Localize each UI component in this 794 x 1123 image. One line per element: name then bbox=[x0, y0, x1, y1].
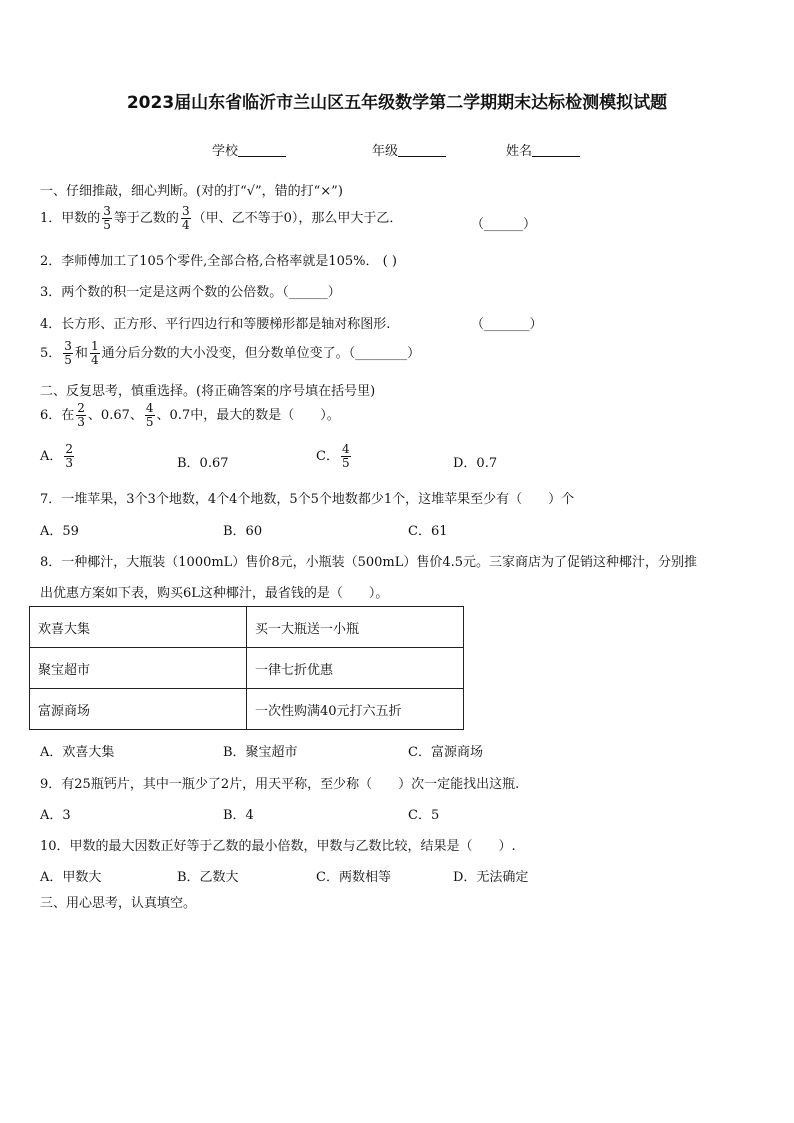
fraction: $\frac{2}{3}$ bbox=[77, 401, 85, 429]
q6-option-a[interactable]: A． $\frac{2}{3}$ bbox=[40, 442, 74, 470]
question-4: 4．长方形、正方形、平行四边行和等腰梯形都是轴对称图形. bbox=[40, 317, 391, 332]
question-2: 2．李师傅加工了105个零件,全部合格,合格率就是105%． ( ) bbox=[40, 254, 397, 269]
name-field[interactable]: 姓名 bbox=[506, 140, 580, 159]
q8-option-a[interactable]: A．欢喜大集 bbox=[40, 745, 115, 760]
fraction: $\frac{4}{5}$ bbox=[145, 401, 154, 429]
question-1-answer-blank[interactable]: （______） bbox=[471, 217, 537, 232]
q7-option-c[interactable]: C．61 bbox=[408, 524, 448, 539]
question-8-line-1: 8．一种椰汁，大瓶装（1000mL）售价8元，小瓶装（500mL）售价4.5元。三家商店为了促销这种椰汁，分别推 bbox=[40, 555, 698, 570]
q7-option-a[interactable]: A．59 bbox=[40, 524, 79, 539]
question-10: 10．甲数的最大因数正好等于乙数的最小倍数，甲数与乙数比较，结果是（ ）. bbox=[40, 839, 516, 854]
q9-option-b[interactable]: B．4 bbox=[223, 808, 254, 823]
grade-field[interactable]: 年级 bbox=[372, 140, 446, 159]
q10-option-d[interactable]: D．无法确定 bbox=[453, 870, 529, 885]
q10-option-b[interactable]: B．乙数大 bbox=[177, 870, 239, 885]
section-2-heading: 二、反复思考，慎重选择。(将正确答案的序号填在括号里) bbox=[40, 384, 376, 399]
table-row bbox=[30, 689, 464, 730]
q7-option-b[interactable]: B．60 bbox=[223, 524, 263, 539]
question-3: 3．两个数的积一定是这两个数的公倍数。（______） bbox=[40, 285, 341, 300]
offer-cell: 一次性购满40元打六五折 bbox=[247, 689, 464, 730]
q6-option-b[interactable]: B．0.67 bbox=[177, 456, 229, 471]
q9-option-c[interactable]: C．5 bbox=[408, 808, 440, 823]
store-cell: 欢喜大集 bbox=[30, 607, 247, 648]
fraction: $\frac{4}{5}$ bbox=[341, 442, 350, 470]
fraction: $\frac{1}{4}$ bbox=[90, 339, 99, 367]
question-8-line-2: 出优惠方案如下表，购买6L这种椰汁，最省钱的是（ ）。 bbox=[40, 586, 389, 601]
fraction: $\frac{3}{5}$ bbox=[103, 204, 111, 232]
fraction: $\frac{2}{3}$ bbox=[65, 442, 74, 470]
offer-cell: 一律七折优惠 bbox=[247, 648, 464, 689]
page-title: 2023届山东省临沂市兰山区五年级数学第二学期期末达标检测模拟试题 bbox=[126, 93, 668, 113]
table-row bbox=[30, 607, 464, 648]
question-4-answer-blank[interactable]: （_______） bbox=[471, 317, 543, 332]
fraction: $\frac{3}{5}$ bbox=[64, 339, 72, 367]
q8-option-b[interactable]: B．聚宝超市 bbox=[223, 745, 298, 760]
store-cell: 聚宝超市 bbox=[30, 648, 247, 689]
q10-option-a[interactable]: A．甲数大 bbox=[40, 870, 102, 885]
q8-option-c[interactable]: C．富源商场 bbox=[408, 745, 483, 760]
q9-option-a[interactable]: A．3 bbox=[40, 808, 71, 823]
promotion-table bbox=[29, 606, 464, 730]
question-6: 6．在 $\frac{2}{3}$ 、0.67、 $\frac{4}{5}$ 、0.7中，最大的数是（ ）。 bbox=[40, 401, 340, 429]
q6-option-d[interactable]: D．0.7 bbox=[453, 456, 498, 471]
question-5: 5． $\frac{3}{5}$ 和 $\frac{1}{4}$ 通分后分数的大小没变，但分数单位变了。（________） bbox=[40, 339, 421, 367]
store-cell: 富源商场 bbox=[30, 689, 247, 730]
question-7: 7．一堆苹果，3个3个地数，4个4个地数，5个5个地数都少1个，这堆苹果至少有（ ）个 bbox=[40, 492, 575, 507]
table-row bbox=[30, 648, 464, 689]
section-1-heading: 一、仔细推敲，细心判断。(对的打“√”，错的打“×”) bbox=[40, 184, 343, 199]
school-field[interactable]: 学校 bbox=[212, 140, 286, 159]
question-9: 9．有25瓶钙片，其中一瓶少了2片，用天平称，至少称（ ）次一定能找出这瓶. bbox=[40, 777, 520, 792]
offer-cell: 买一大瓶送一小瓶 bbox=[247, 607, 464, 648]
question-1: 1．甲数的 $\frac{3}{5}$ 等于乙数的 $\frac{3}{4}$ （甲、乙不等于0），那么甲大于乙． bbox=[40, 204, 403, 232]
q6-option-c[interactable]: C． $\frac{4}{5}$ bbox=[316, 442, 350, 470]
q10-option-c[interactable]: C．两数相等 bbox=[316, 870, 391, 885]
fraction: $\frac{3}{4}$ bbox=[181, 204, 190, 232]
section-3-heading: 三、用心思考，认真填空。 bbox=[40, 896, 197, 911]
